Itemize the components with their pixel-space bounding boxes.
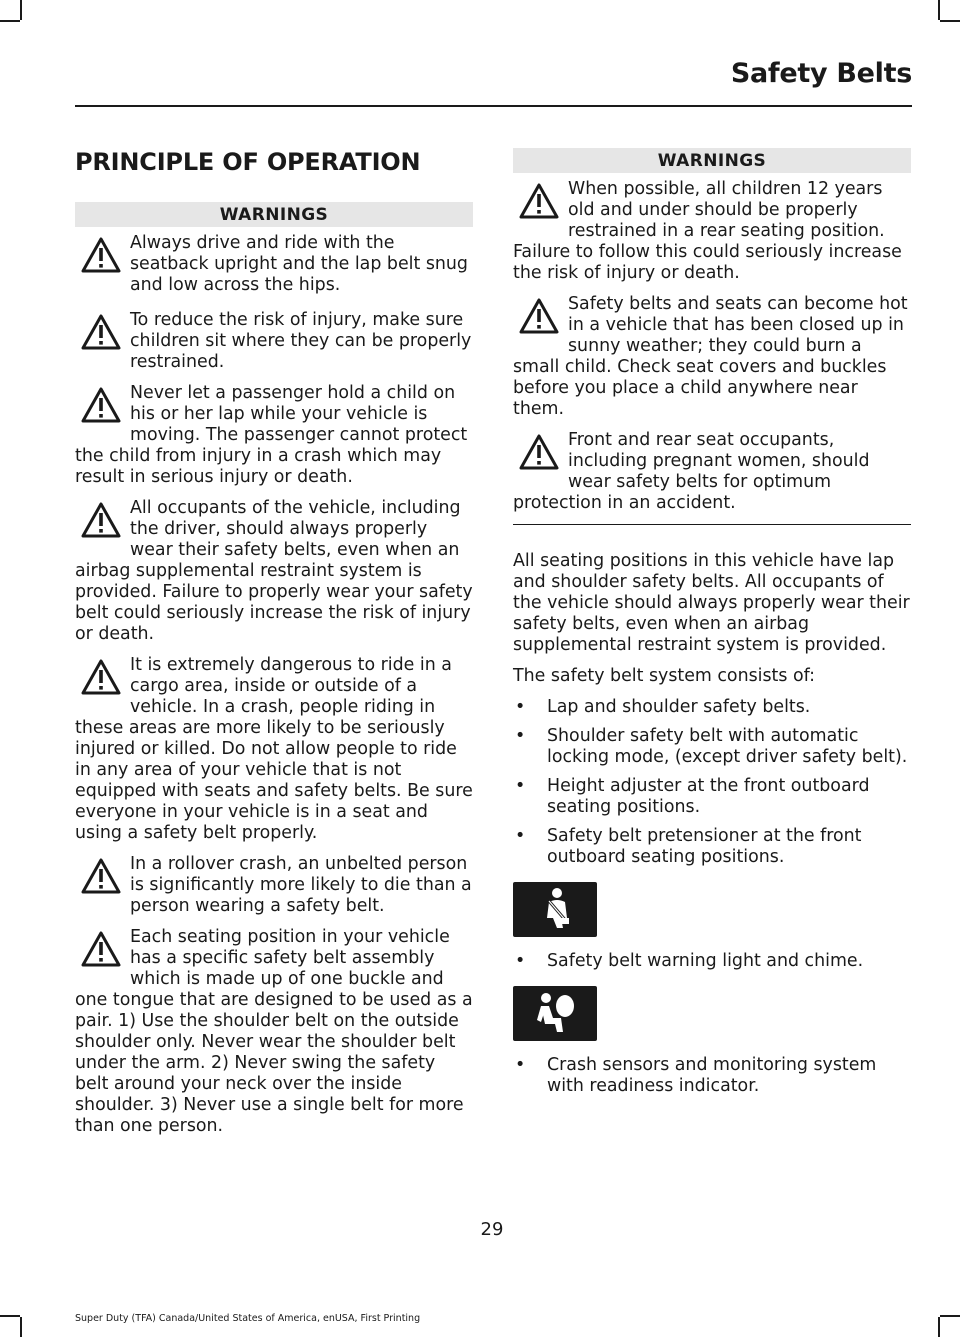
- warning-item: [75, 498, 473, 645]
- bullet-marker: •: [515, 776, 526, 796]
- warning-item: [75, 383, 473, 488]
- warning-triangle-icon: [513, 430, 568, 493]
- warning-triangle-icon: [75, 233, 130, 296]
- list-item-text: Height adjuster at the front outboard seating positions.: [547, 776, 870, 817]
- warning-triangle-icon: [513, 294, 568, 357]
- warning-item: [75, 310, 473, 373]
- section-divider: [513, 524, 911, 525]
- right-column: [513, 148, 911, 1105]
- warning-triangle-icon: [513, 179, 568, 242]
- warnings-heading: WARNINGS: [513, 148, 911, 173]
- warnings-heading: WARNINGS: [75, 202, 473, 227]
- warning-item: [75, 655, 473, 844]
- warning-text: All occupants of the vehicle, including the driver, should always properly wear their safety belts, even when an airbag supplemental restraint system is provided. Failure to properly wear your safety belt could seriously increase the risk of injury or death.: [75, 498, 473, 644]
- crop-mark: [0, 20, 20, 22]
- list-item: [513, 951, 911, 972]
- list-item: [513, 776, 911, 818]
- warning-text: Safety belts and seats can become hot in a vehicle that has been closed up in sunny weather; they could burn a small child. Check seat covers and buckles before you place a child anywhere near them.: [513, 294, 908, 419]
- warning-text: In a rollover crash, an unbelted person is significantly more likely to die than a person wearing a safety belt.: [130, 854, 472, 916]
- airbag-readiness-icon: [513, 986, 597, 1041]
- list-item-text: Lap and shoulder safety belts.: [547, 697, 811, 717]
- warning-item: [75, 233, 473, 296]
- warning-text: Each seating position in your vehicle has a specific safety belt assembly which is made up of one buckle and one tongue that are designed to be used as a pair. 1) Use the shoulder belt on the outside shoulder only. Never wear the shoulder belt under the arm. 2) Never swing the safety belt around your neck over the inside shoulder. 3) Never use a single belt for more than one person.: [75, 927, 473, 1136]
- bullet-list: [513, 697, 911, 868]
- crop-mark: [0, 1315, 20, 1317]
- warning-item: [513, 294, 911, 420]
- bullet-marker: •: [515, 1055, 526, 1075]
- warning-text: Front and rear seat occupants, including pregnant women, should wear safety belts for optimum protection in an accident.: [513, 430, 870, 513]
- warning-text: Always drive and ride with the seatback upright and the lap belt snug and low across the hips.: [130, 233, 468, 295]
- body-paragraph: The safety belt system consists of:: [513, 666, 815, 686]
- warning-triangle-icon: [75, 655, 130, 718]
- page-header-title: Safety Belts: [730, 58, 912, 89]
- list-item: [513, 826, 911, 868]
- footer-text: Super Duty (TFA) Canada/United States of America, enUSA, First Printing: [75, 1313, 421, 1324]
- seatbelt-warning-icon: [513, 882, 597, 937]
- list-item: [513, 726, 911, 768]
- list-item: [513, 1055, 911, 1097]
- warning-item: [513, 179, 911, 284]
- list-item-text: Safety belt pretensioner at the front outboard seating positions.: [547, 826, 862, 867]
- warning-text: To reduce the risk of injury, make sure children sit where they can be properly restrained.: [130, 310, 472, 372]
- bullet-marker: •: [515, 826, 526, 846]
- body-paragraph: All seating positions in this vehicle have lap and shoulder safety belts. All occupants of the vehicle should always properly wear their safety belts, even when an airbag supplemental restraint system is provided.: [513, 551, 910, 655]
- crop-mark: [20, 1317, 22, 1337]
- left-column: [75, 140, 473, 1147]
- warning-item: [513, 430, 911, 514]
- warning-item: [75, 854, 473, 917]
- crop-mark: [940, 20, 960, 22]
- list-item-text: Crash sensors and monitoring system with readiness indicator.: [547, 1055, 877, 1096]
- list-item: [513, 697, 911, 718]
- warning-text: Never let a passenger hold a child on his or her lap while your vehicle is moving. The passenger cannot protect the child from injury in a crash which may result in serious injury or death.: [75, 383, 468, 487]
- bullet-marker: •: [515, 951, 526, 971]
- bullet-marker: •: [515, 726, 526, 746]
- warning-item: [75, 927, 473, 1137]
- warning-triangle-icon: [75, 310, 130, 373]
- warning-triangle-icon: [75, 927, 130, 990]
- list-item-text: Shoulder safety belt with automatic locking mode, (except driver safety belt).: [547, 726, 908, 767]
- page-number: 29: [480, 1219, 504, 1240]
- warning-text: When possible, all children 12 years old and under should be properly restrained in a rear seating position. Failure to follow this could seriously increase the risk of injury or death.: [513, 179, 902, 283]
- list-item-text: Safety belt warning light and chime.: [547, 951, 864, 971]
- bullet-marker: •: [515, 697, 526, 717]
- section-title: PRINCIPLE OF OPERATION: [75, 148, 421, 176]
- crop-mark: [20, 0, 22, 20]
- bullet-list: [513, 1055, 911, 1097]
- crop-mark: [938, 0, 940, 20]
- crop-mark: [940, 1315, 960, 1317]
- warning-text: It is extremely dangerous to ride in a cargo area, inside or outside of a vehicle. In a crash, people riding in these areas are more likely to be seriously injured or killed. Do not allow people to ride in any area of your vehicle that is not equipped with seats and safety belts. Be sure everyone in your vehicle is in a seat and using a safety belt properly.: [75, 655, 473, 843]
- warning-triangle-icon: [75, 854, 130, 917]
- crop-mark: [938, 1317, 940, 1337]
- warning-triangle-icon: [75, 383, 130, 446]
- header-rule: [75, 105, 912, 107]
- bullet-list: [513, 951, 911, 972]
- warning-triangle-icon: [75, 498, 130, 561]
